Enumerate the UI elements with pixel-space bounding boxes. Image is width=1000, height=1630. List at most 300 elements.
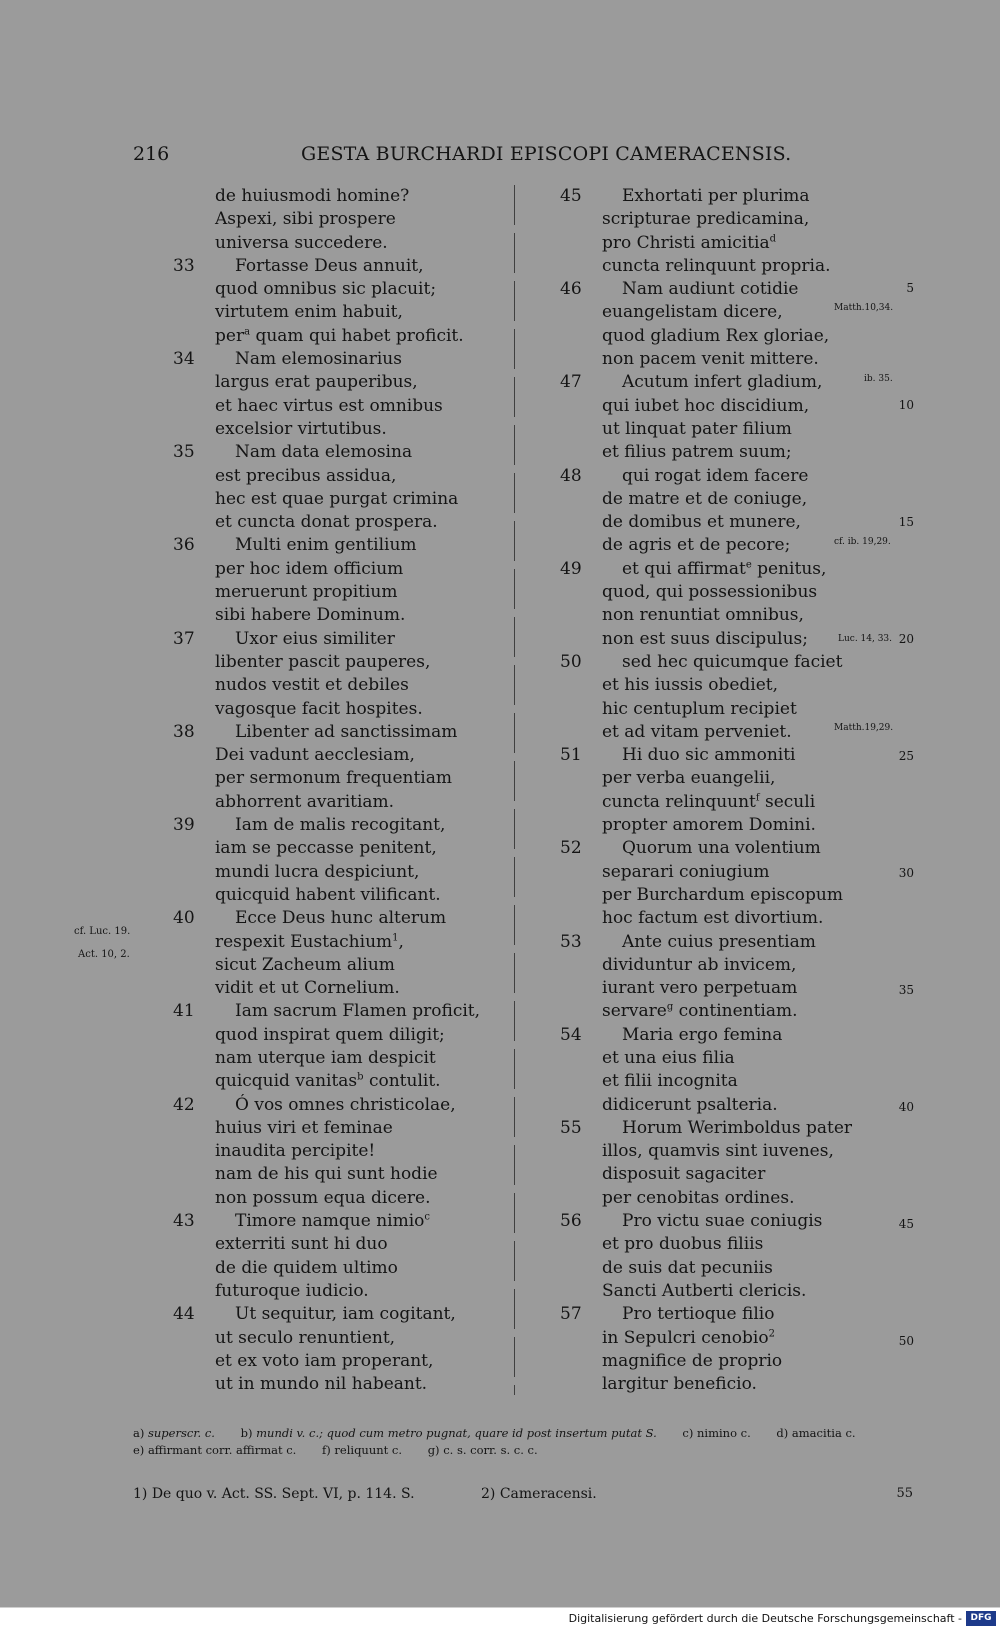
verse-text-main: cuncta relinquunt propria.	[602, 255, 831, 276]
verse-line	[173, 977, 473, 1000]
verse-text-main: Horum Werimboldus pater	[622, 1117, 853, 1138]
verse-text-main: propter amorem Domini.	[602, 815, 816, 836]
verse-text-main: per hoc idem officium	[215, 558, 404, 579]
verse-text	[622, 1210, 822, 1233]
verse-line	[173, 1373, 473, 1396]
verse-line	[560, 884, 860, 907]
verse-text-main: ut linquat pater filium	[602, 418, 792, 439]
margin-line-number: 45	[898, 1217, 914, 1231]
verse-line	[173, 232, 473, 255]
verse-text-main: Pro victu suae coniugis	[622, 1211, 823, 1232]
verse-text	[602, 861, 770, 884]
verse-text	[215, 674, 409, 697]
verse-line	[173, 1117, 473, 1140]
verse-text	[602, 1327, 775, 1350]
verse-text-main: hoc factum est divortium.	[602, 908, 824, 929]
verse-text	[215, 511, 438, 534]
stanza-number: 46	[560, 279, 582, 300]
verse-line	[560, 441, 860, 464]
margin-line-number: 40	[898, 1100, 914, 1114]
verse-text-main: exterriti sunt hi duo	[215, 1234, 388, 1255]
verse-line	[560, 1047, 860, 1070]
stanza-number: 55	[560, 1117, 582, 1138]
stanza-number: 33	[173, 255, 195, 276]
verse-text-main: mundi lucra despiciunt,	[215, 861, 420, 882]
verse-text	[215, 954, 395, 977]
verse-text-main: de suis dat pecuniis	[602, 1257, 773, 1278]
verse-line	[560, 395, 860, 418]
apparatus-text: affirmant corr. affirmat c.	[147, 1443, 297, 1457]
verse-line	[173, 1024, 473, 1047]
verse-line	[173, 465, 473, 488]
verse-line	[173, 628, 473, 651]
verse-text	[602, 325, 829, 348]
verse-line	[560, 348, 860, 371]
margin-line-number: 20	[898, 632, 914, 646]
verse-text	[602, 1140, 834, 1163]
verse-text	[215, 232, 388, 255]
verse-line	[560, 721, 860, 744]
stanza-number: 54	[560, 1024, 582, 1045]
verse-text-main: Ut sequitur, iam cogitant,	[235, 1304, 456, 1325]
verse-line	[173, 698, 473, 721]
stanza-number: 47	[560, 372, 582, 393]
verse-text	[235, 1094, 456, 1117]
verse-line	[173, 651, 473, 674]
verse-text	[602, 534, 790, 557]
verse-text-after: contulit.	[363, 1071, 441, 1092]
verse-line	[173, 931, 473, 954]
verse-line	[173, 674, 473, 697]
verse-text-main: quod gladium Rex gloriae,	[602, 325, 830, 346]
verse-line	[173, 1303, 473, 1326]
verse-text-main: largus erat pauperibus,	[215, 372, 418, 393]
verse-text-main: Libenter ad sanctissimam	[235, 721, 458, 742]
left-column	[173, 185, 481, 1396]
verse-text-main: qui rogat idem facere	[622, 465, 809, 486]
verse-line	[173, 814, 473, 837]
verse-text	[622, 278, 798, 301]
verse-text-main: non pacem venit mittere.	[602, 349, 819, 370]
verse-text	[215, 1047, 436, 1070]
verse-line	[560, 604, 860, 627]
verse-line	[560, 371, 860, 394]
verse-text-main: Dei vadunt aecclesiam,	[215, 745, 415, 766]
verse-text-main: non est suus discipulus;	[602, 628, 808, 649]
verse-line	[560, 837, 860, 860]
verse-text	[602, 208, 809, 231]
verse-text-main: disposuit sagaciter	[602, 1164, 766, 1185]
verse-line	[173, 1210, 473, 1233]
verse-line	[173, 954, 473, 977]
verse-text-main: et filius patrem suum;	[602, 442, 792, 463]
verse-line	[173, 348, 473, 371]
running-title: GESTA BURCHARDI EPISCOPI CAMERACENSIS.	[301, 143, 792, 165]
apparatus-label: a)	[133, 1426, 145, 1440]
verse-text	[622, 558, 826, 581]
footnote-marker: e	[745, 559, 752, 571]
verse-text-main: de die quidem ultimo	[215, 1257, 398, 1278]
verse-text-main: separari coniugium	[602, 861, 770, 882]
verse-text-main: servare	[602, 1001, 667, 1022]
verse-line	[173, 744, 473, 767]
verse-text-main: excelsior virtutibus.	[215, 418, 387, 439]
verse-text-main: pro Christi amicitia	[602, 232, 770, 253]
verse-line	[173, 511, 473, 534]
margin-line-number: 15	[898, 515, 914, 529]
apparatus-entry-d	[776, 1426, 855, 1440]
stanza-number: 49	[560, 558, 582, 579]
verse-text	[602, 1233, 763, 1256]
verse-line	[173, 767, 473, 790]
verse-text-main: magnifice de proprio	[602, 1350, 783, 1371]
verse-line	[560, 791, 860, 814]
stanza-number: 35	[173, 442, 195, 463]
verse-text-after: quam qui habet proficit.	[250, 325, 464, 346]
verse-line	[560, 674, 860, 697]
verse-text-main: ut seculo renuntient,	[215, 1327, 396, 1348]
verse-text-main: Sancti Autberti clericis.	[602, 1280, 807, 1301]
verse-text-main: in Sepulcri cenobio	[602, 1327, 769, 1348]
stanza-number: 53	[560, 931, 582, 952]
verse-text-main: Ante cuius presentiam	[622, 931, 816, 952]
margin-ref-act: Act. 10, 2.	[78, 949, 130, 960]
verse-text	[215, 1140, 375, 1163]
verse-text-main: vidit et ut Cornelium.	[215, 978, 400, 999]
verse-line	[560, 1000, 860, 1023]
verse-line	[560, 814, 860, 837]
verse-line	[173, 861, 473, 884]
verse-line	[173, 1350, 473, 1373]
verse-text	[215, 698, 423, 721]
verse-text	[215, 301, 403, 324]
verse-text	[235, 907, 446, 930]
verse-text	[215, 558, 403, 581]
stanza-number: 42	[173, 1094, 195, 1115]
stanza-number: 52	[560, 838, 582, 859]
verse-text	[215, 1187, 431, 1210]
verse-text	[215, 931, 404, 954]
margin-ref-matth-19-29: Matth.19,29.	[834, 723, 894, 733]
verse-line	[560, 628, 860, 651]
verse-text-main: Maria ergo femina	[622, 1024, 783, 1045]
apparatus-label: g)	[427, 1443, 440, 1457]
verse-line	[173, 278, 473, 301]
verse-text	[215, 278, 436, 301]
verse-text-main: de domibus et munere,	[602, 512, 801, 533]
verse-line	[560, 325, 860, 348]
margin-line-number: 30	[898, 866, 914, 880]
verse-text-main: abhorrent avaritiam.	[215, 791, 395, 812]
margin-line-number: 5	[906, 281, 914, 295]
verse-text	[215, 604, 405, 627]
verse-line	[560, 977, 860, 1000]
apparatus-entry-a	[133, 1426, 215, 1440]
verse-text-main: et haec virtus est omnibus	[215, 395, 443, 416]
verse-text-main: per Burchardum episcopum	[602, 884, 843, 905]
verse-text	[602, 814, 816, 837]
verse-line	[173, 1327, 473, 1350]
stanza-number: 48	[560, 465, 582, 486]
verse-text	[602, 441, 792, 464]
footnote-marker: 1	[392, 931, 399, 943]
verse-text-main: quicquid vanitas	[215, 1071, 358, 1092]
stanza-number: 36	[173, 535, 195, 556]
page-header	[133, 143, 833, 173]
verse-text-main: respexit Eustachium	[215, 931, 393, 952]
verse-text-main: Hi duo sic ammoniti	[622, 745, 796, 766]
verse-text	[622, 1303, 774, 1326]
verse-text	[215, 395, 443, 418]
verse-line	[560, 1117, 860, 1140]
verse-text-main: Timore namque nimio	[235, 1211, 425, 1232]
verse-line	[173, 1233, 473, 1256]
margin-ref-luc-14-33: Luc. 14, 33.	[838, 634, 893, 644]
verse-text	[602, 604, 804, 627]
verse-line	[560, 465, 860, 488]
verse-text-main: Ó vos omnes christicolae,	[235, 1094, 456, 1115]
verse-text	[215, 767, 452, 790]
verse-text	[602, 1280, 806, 1303]
verse-line	[560, 1094, 860, 1117]
verse-text	[602, 395, 809, 418]
verse-text	[235, 534, 417, 557]
verse-line	[560, 301, 860, 324]
verse-line	[173, 1140, 473, 1163]
stanza-number: 38	[173, 721, 195, 742]
verse-line	[560, 1373, 860, 1396]
verse-line	[173, 1094, 473, 1117]
verse-line	[173, 488, 473, 511]
verse-text	[602, 1094, 778, 1117]
verse-line	[560, 255, 860, 278]
page-number: 216	[133, 143, 170, 165]
verse-text	[622, 744, 796, 767]
verse-text-main: per	[215, 325, 245, 346]
apparatus-entry-g	[428, 1443, 538, 1457]
verse-text-main: et filii incognita	[602, 1071, 738, 1092]
footnote-marker: c	[424, 1211, 431, 1223]
footnote-marker: g	[666, 1001, 674, 1013]
verse-text	[622, 371, 822, 394]
verse-text-after: penitus,	[751, 558, 827, 579]
verse-text	[215, 185, 409, 208]
verse-line	[560, 1024, 860, 1047]
verse-text-main: Exhortati per plurima	[622, 186, 810, 206]
verse-text-main: sed hec quicumque faciet	[622, 651, 843, 672]
verse-line	[173, 884, 473, 907]
verse-text	[235, 1000, 480, 1023]
verse-line	[560, 1257, 860, 1280]
verse-text-main: et ad vitam perveniet.	[602, 721, 792, 742]
margin-ref-ib-35: ib. 35.	[864, 374, 893, 384]
verse-line	[560, 931, 860, 954]
verse-line	[173, 1163, 473, 1186]
verse-line	[560, 534, 860, 557]
verse-line	[560, 1140, 860, 1163]
verse-line	[560, 488, 860, 511]
apparatus-text: nimino c.	[697, 1426, 751, 1440]
stanza-number: 51	[560, 745, 582, 766]
verse-line	[560, 558, 860, 581]
verse-text-main: Iam de malis recogitant,	[235, 815, 446, 836]
verse-text-main: Nam elemosinarius	[235, 349, 402, 370]
verse-text	[602, 767, 775, 790]
verse-text-after: ,	[398, 931, 404, 952]
verse-text	[215, 325, 464, 348]
verse-text	[602, 628, 808, 651]
verse-text-main: nudos vestit et debiles	[215, 675, 409, 696]
apparatus-text: mundi v. c.; quod cum metro pugnat, quare id post insertum putat S.	[256, 1426, 657, 1440]
right-column	[560, 185, 860, 1396]
verse-text	[215, 465, 396, 488]
verse-text-main: euangelistam dicere,	[602, 302, 783, 323]
verse-line	[173, 604, 473, 627]
verse-text-after: seculi	[759, 791, 816, 812]
verse-line	[560, 1303, 860, 1326]
verse-text-main: meruerunt propitium	[215, 582, 398, 603]
verse-line	[560, 511, 860, 534]
verse-line	[560, 1327, 860, 1350]
verse-text	[602, 418, 792, 441]
verse-line	[560, 651, 860, 674]
verse-text	[602, 1187, 794, 1210]
verse-text-main: quod, qui possessionibus	[602, 582, 818, 603]
footnote-marker: b	[357, 1071, 364, 1083]
verse-line	[173, 301, 473, 324]
verse-text-main: Iam sacrum Flamen proficit,	[235, 1001, 481, 1022]
verse-text-main: sibi habere Dominum.	[215, 605, 406, 626]
dfg-logo[interactable]: DFG	[966, 1611, 996, 1626]
verse-line	[560, 744, 860, 767]
apparatus-label: b)	[240, 1426, 253, 1440]
stanza-number: 56	[560, 1211, 582, 1232]
verse-text	[622, 1117, 852, 1140]
apparatus-text: amacitia c.	[791, 1426, 856, 1440]
verse-line	[560, 418, 860, 441]
verse-text	[215, 1373, 427, 1396]
verse-text	[215, 488, 458, 511]
stanza-number: 39	[173, 815, 195, 836]
verse-text-main: libenter pascit pauperes,	[215, 651, 431, 672]
stanza-number: 57	[560, 1304, 582, 1325]
verse-text	[602, 977, 797, 1000]
apparatus-entry-b	[241, 1426, 657, 1440]
verse-text-main: ut in mundo nil habeant.	[215, 1374, 428, 1395]
verse-text	[215, 418, 387, 441]
verse-line	[173, 255, 473, 278]
verse-text-main: Fortasse Deus annuit,	[235, 255, 424, 276]
verse-text	[215, 1350, 433, 1373]
column-divider	[514, 185, 515, 1395]
verse-text-main: hec est quae purgat crimina	[215, 488, 459, 509]
apparatus-entry-c	[682, 1426, 750, 1440]
verse-text	[602, 674, 778, 697]
verse-text	[215, 1163, 438, 1186]
apparatus-line-2	[133, 1442, 913, 1459]
verse-line	[560, 767, 860, 790]
verse-text-main: de huiusmodi homine?	[215, 186, 410, 206]
verse-text	[602, 1257, 773, 1280]
verse-line	[560, 185, 860, 208]
verse-text	[602, 1163, 765, 1186]
margin-line-number: 35	[898, 983, 914, 997]
verse-text-main: et qui affirmat	[622, 558, 746, 579]
verse-text	[622, 185, 810, 208]
stanza-number: 44	[173, 1304, 195, 1325]
verse-text-main: et his iussis obediet,	[602, 675, 779, 696]
stanza-number: 41	[173, 1001, 195, 1022]
verse-text	[235, 1210, 430, 1233]
verse-line	[560, 1280, 860, 1303]
margin-ref-cf-ib-19-29: cf. ib. 19,29.	[834, 537, 891, 547]
footnote-marker: a	[244, 326, 251, 338]
verse-text-main: iurant vero perpetuam	[602, 978, 798, 999]
verse-text-main: per sermonum frequentiam	[215, 768, 453, 789]
verse-text-main: quod inspirat quem diligit;	[215, 1024, 445, 1045]
verse-text-main: Uxor eius similiter	[235, 628, 395, 649]
verse-line	[560, 232, 860, 255]
verse-text-main: iam se peccasse penitent,	[215, 838, 437, 859]
sheet-number: 55	[896, 1486, 913, 1501]
verse-line	[173, 907, 473, 930]
verse-text	[602, 581, 817, 604]
apparatus-line-1	[133, 1425, 913, 1442]
verse-line	[560, 861, 860, 884]
verse-text-main: nam uterque iam despicit	[215, 1047, 436, 1068]
apparatus-label: c)	[682, 1426, 694, 1440]
apparatus-entry-e	[133, 1443, 296, 1457]
verse-text-main: Multi enim gentilium	[235, 535, 417, 556]
verse-line	[173, 1187, 473, 1210]
footnote-2: 2) Cameracensi.	[481, 1486, 597, 1502]
verse-text-main: est precibus assidua,	[215, 465, 397, 486]
verse-text-main: futuroque iudicio.	[215, 1280, 369, 1301]
verse-text-main: Acutum infert gladium,	[622, 372, 823, 393]
verse-text	[602, 488, 807, 511]
verse-line	[173, 395, 473, 418]
verse-text-main: universa succedere.	[215, 232, 388, 253]
verse-line	[173, 1280, 473, 1303]
verse-text	[215, 1257, 398, 1280]
footnote-1: 1) De quo v. Act. SS. Sept. VI, p. 114. S.	[133, 1486, 415, 1502]
verse-text-main: Quorum una volentium	[622, 838, 821, 859]
verse-text	[602, 1047, 735, 1070]
stanza-number: 50	[560, 651, 582, 672]
verse-text-main: qui iubet hoc discidium,	[602, 395, 810, 416]
verse-text-main: de matre et de coniuge,	[602, 488, 808, 509]
verse-text-main: huius viri et feminae	[215, 1117, 393, 1138]
verse-text-main: Nam data elemosina	[235, 442, 413, 463]
verse-text-after: continentiam.	[673, 1001, 798, 1022]
verse-text	[215, 977, 400, 1000]
verse-line	[560, 1350, 860, 1373]
verse-text	[602, 1350, 782, 1373]
verse-text	[215, 837, 437, 860]
verse-text-main: nam de his qui sunt hodie	[215, 1164, 438, 1185]
verse-text-main: per cenobitas ordines.	[602, 1187, 795, 1208]
verse-text-main: Pro tertioque filio	[622, 1304, 775, 1325]
verse-text	[602, 1373, 757, 1396]
verse-text-main: Ecce Deus hunc alterum	[235, 908, 447, 929]
verse-line	[560, 1187, 860, 1210]
verse-text-main: didicerunt psalteria.	[602, 1094, 778, 1115]
verse-text	[215, 208, 396, 231]
verse-text-main: quicquid habent vilificant.	[215, 884, 441, 905]
verse-line	[173, 721, 473, 744]
verse-line	[173, 441, 473, 464]
apparatus-text: superscr. c.	[148, 1426, 215, 1440]
